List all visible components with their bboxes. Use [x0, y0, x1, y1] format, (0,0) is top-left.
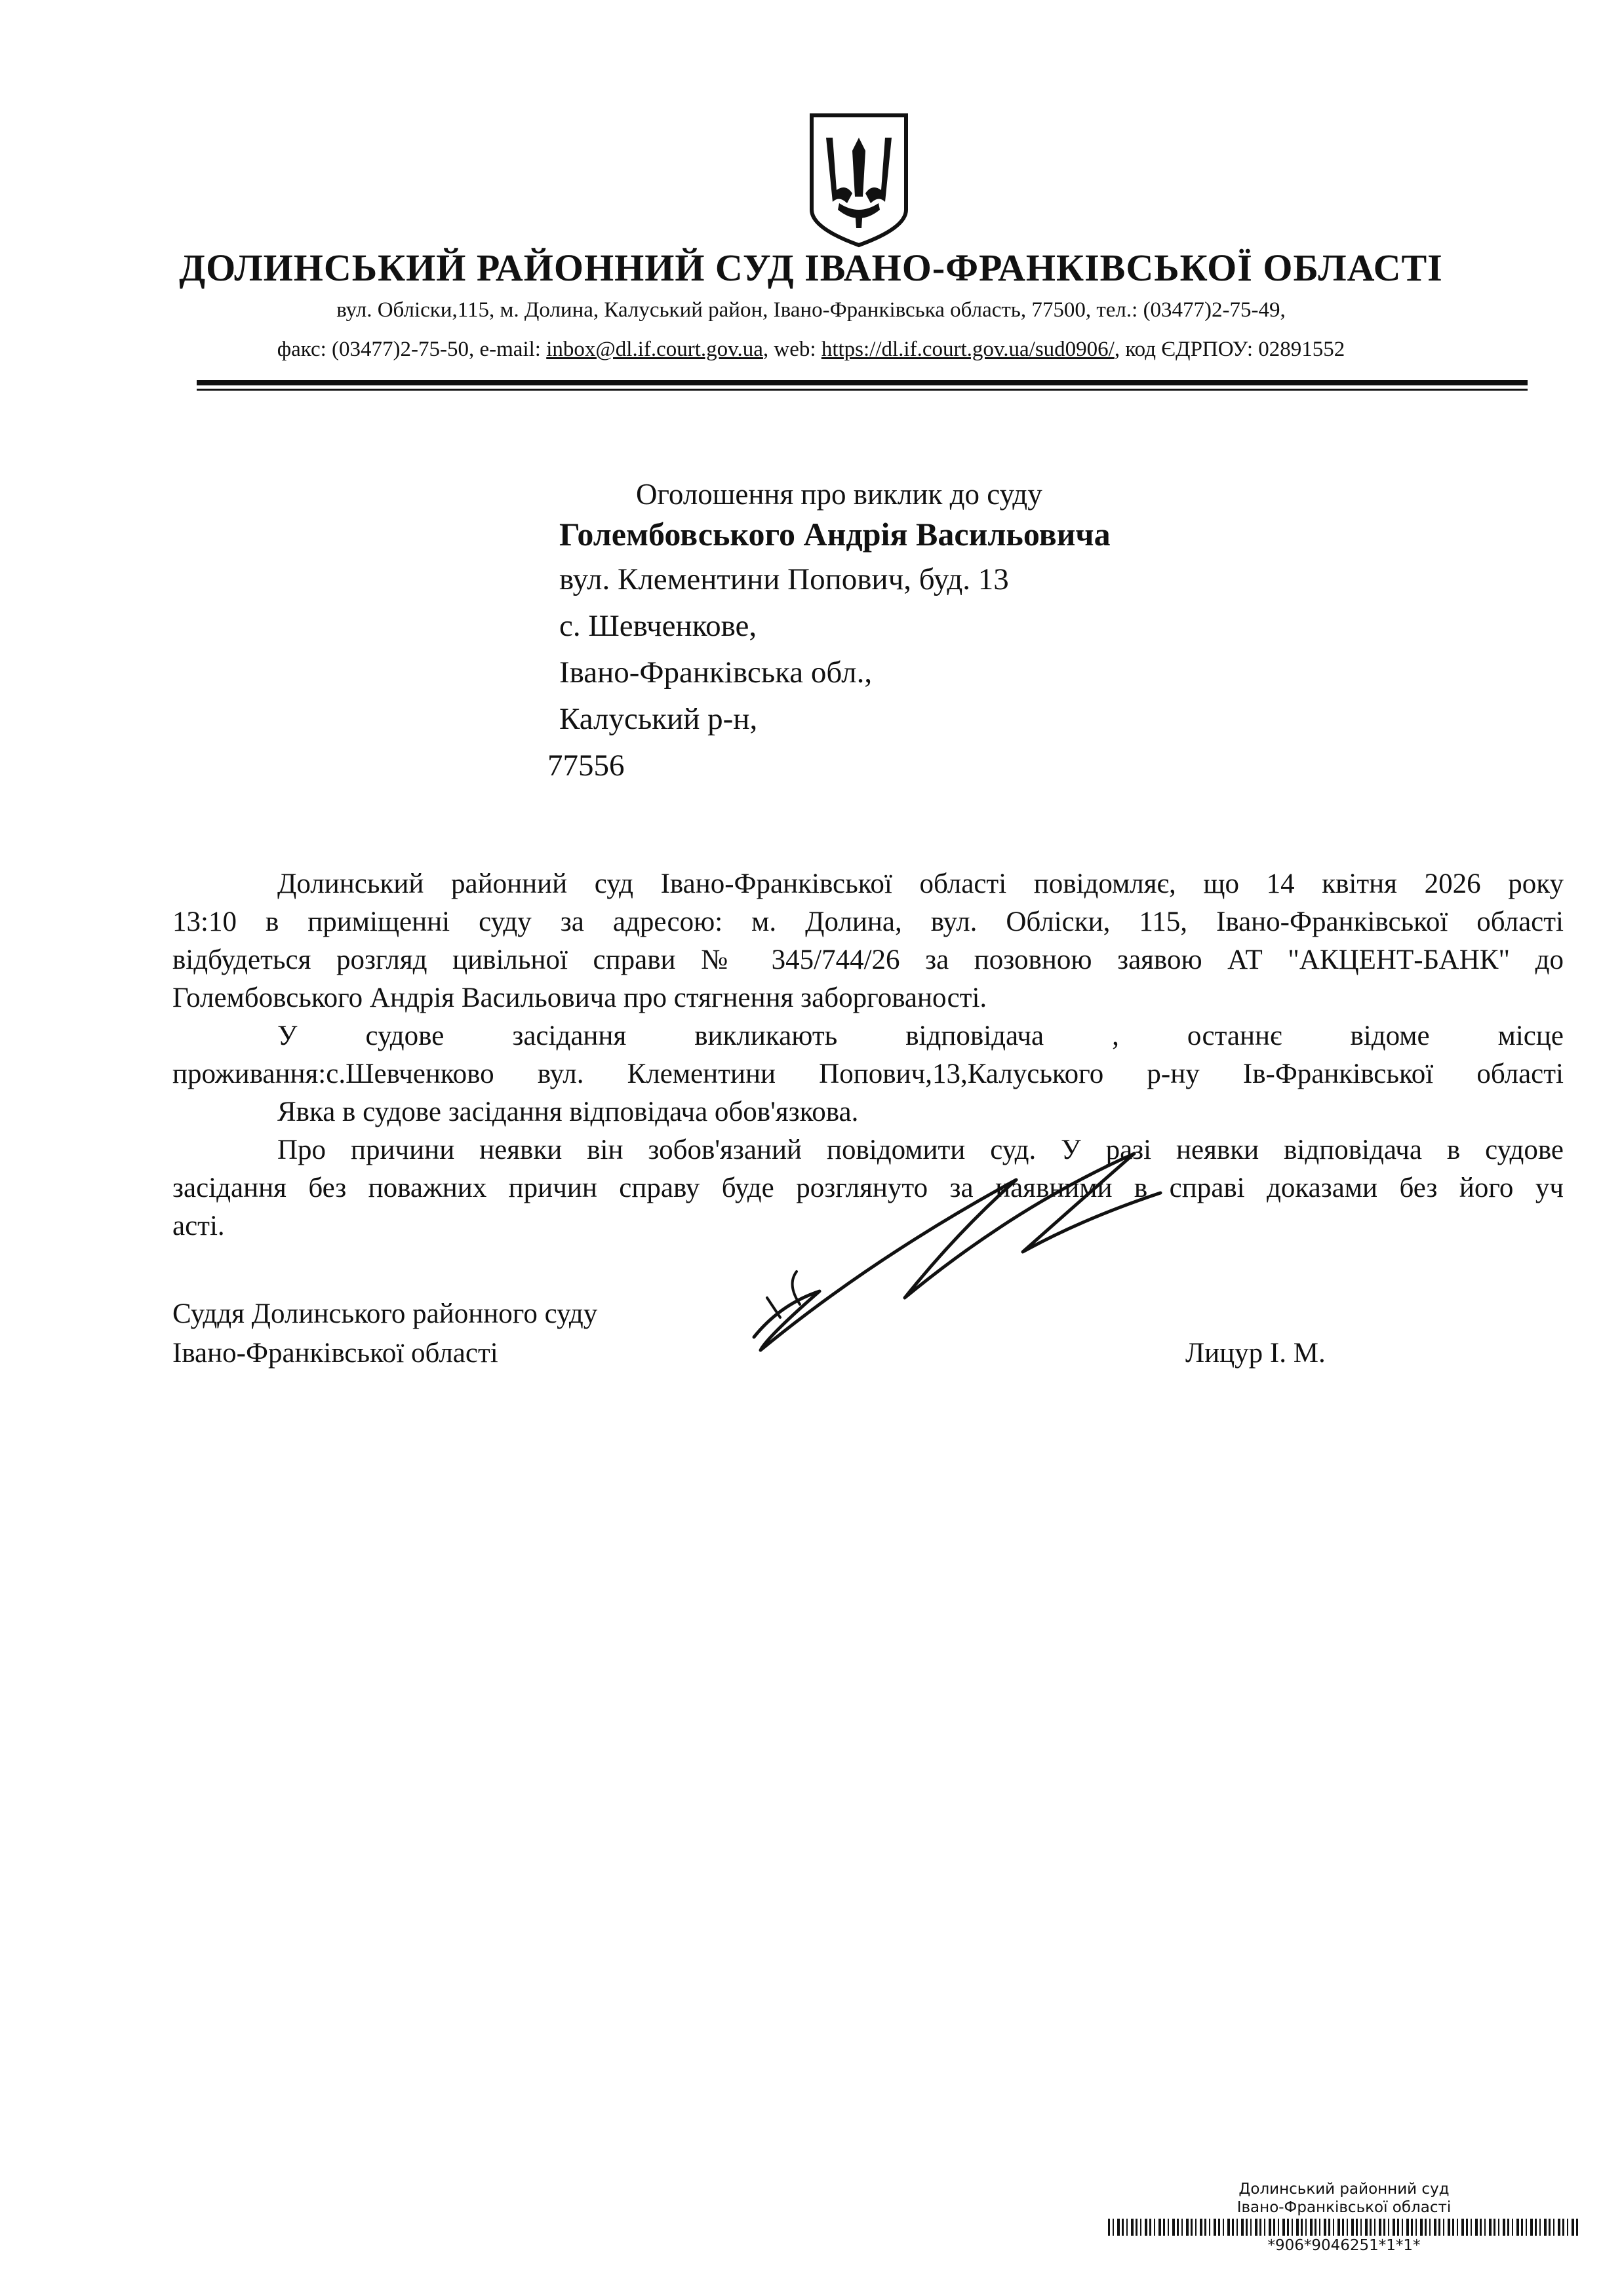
p3: Явка в судове засідання відповідача обов'язкова. — [277, 1097, 859, 1127]
judge-position-line2: Івано-Франківської області — [172, 1338, 498, 1369]
court-name-heading: ДОЛИНСЬКИЙ РАЙОННИЙ СУД ІВАНО-ФРАНКІВСЬКОЇ ОБЛАСТІ — [179, 246, 1443, 289]
p4-line1: Про причини неявки він зобов'язаний повідомити суд. У разі неявки відповідача в судове — [277, 1135, 1564, 1165]
p1-line1: Долинський районний суд Івано-Франківської області повідомляє, що 14 квітня 2026 року — [277, 868, 1564, 899]
p2-line2: проживання:с.Шевченково вул. Клементини Попович,13,Калуського р-ну Ів-Франківської області — [172, 1059, 1564, 1089]
p4-line3: асті. — [172, 1211, 225, 1241]
addressee-region: Івано-Франківська обл., — [559, 655, 873, 690]
p2-line1: У судове засідання викликають відповідача , останнє відоме місце — [277, 1021, 1564, 1051]
p4-line2: засідання без поважних причин справу буде розглянуто за наявними в справі доказами без його уч — [172, 1173, 1564, 1203]
web-prefix: , web: — [762, 338, 821, 361]
header-divider-thin — [197, 389, 1528, 391]
edrpou-code: , код ЄДРПОУ: 02891552 — [1114, 338, 1345, 361]
barcode — [1108, 2219, 1580, 2236]
stamp-court-line1: Долинський районний суд — [1238, 2181, 1450, 2198]
addressee-village: с. Шевченкове, — [559, 609, 757, 643]
p1-line4: Голембовського Андрія Васильовича про стягнення заборгованості. — [172, 983, 987, 1013]
judge-position-line1: Суддя Долинського районного суду — [172, 1298, 598, 1329]
handwritten-signature — [741, 1140, 1174, 1363]
email-link[interactable]: inbox@dl.if.court.gov.ua — [546, 338, 763, 361]
addressee-district: Калуський р-н, — [559, 702, 758, 736]
judge-name: Лицур І. М. — [1185, 1338, 1326, 1369]
notice-heading: Оголошення про виклик до суду — [636, 478, 1042, 511]
stamp-court-line2: Івано-Франківської області — [1236, 2199, 1452, 2216]
coat-of-arms-icon — [806, 111, 911, 249]
addressee-postcode: 77556 — [547, 749, 625, 783]
addressee-name: Голембовського Андрія Васильовича — [559, 516, 1111, 553]
barcode-text: *906*9046251*1*1* — [1267, 2237, 1421, 2254]
p1-line3: відбудеться розгляд цивільної справи № 345/744/26 за позовною заявою АТ "АКЦЕНТ-БАНК" до — [172, 944, 1564, 975]
p1-line2: 13:10 в приміщенні суду за адресою: м. Долина, вул. Обліски, 115, Івано-Франківської області — [172, 906, 1564, 937]
court-contacts-line — [0, 338, 1622, 362]
addressee-street: вул. Клементини Попович, буд. 13 — [559, 562, 1009, 596]
contact-prefix: факс: (03477)2-75-50, e-mail: — [277, 338, 547, 361]
website-link[interactable]: https://dl.if.court.gov.ua/sud0906/ — [821, 338, 1115, 361]
header-divider-thick — [197, 380, 1528, 385]
court-address-line: вул. Обліски,115, м. Долина, Калуський район, Івано-Франківська область, 77500, тел.: (03477)2-75-49, — [336, 298, 1286, 322]
